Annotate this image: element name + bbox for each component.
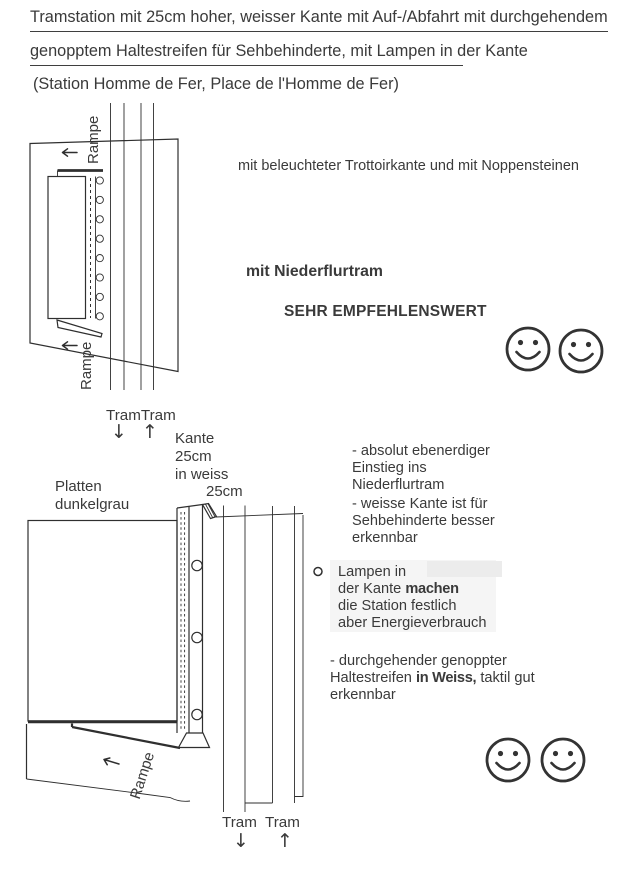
benefit-note-line: Einstieg ins xyxy=(352,460,427,476)
verdict-label: SEHR EMPFEHLENSWERT xyxy=(284,303,487,320)
lamp-note-line: aber Energieverbrauch xyxy=(338,615,487,631)
tactile-note-line: - durchgehender genoppter xyxy=(330,653,507,669)
ramp-label-bottom: Rampe xyxy=(127,750,159,802)
benefit-note-line: erkennbar xyxy=(352,530,418,546)
lamp-note-segment: der Kante xyxy=(338,581,406,597)
note-trottoirkante: mit beleuchteter Trottoirkante und mit Noppensteinen xyxy=(238,158,579,174)
top-diagram-drawing xyxy=(30,103,178,390)
title-line-2: genopptem Haltestreifen für Sehbehinderte, mit Lampen in der Kante xyxy=(30,42,463,66)
tactile-note-segment-alt: in Weiss, xyxy=(415,670,477,686)
lamp-note-line: Lampen in xyxy=(338,564,407,580)
ramp-arrow-bottom-icon xyxy=(104,758,119,765)
benefit-note-line: Sehbehinderte besser xyxy=(352,513,495,529)
ramp-label-top: Rampe xyxy=(85,115,102,164)
benefit-note-line: - weisse Kante ist für xyxy=(352,496,488,512)
ramp-arrow-mid-icon xyxy=(63,342,78,349)
platten-label: Platten xyxy=(55,478,102,495)
tactile-note-segment: taktil gut xyxy=(476,670,535,686)
lamp-note-line xyxy=(338,581,459,598)
ramp-arrow-top-icon xyxy=(63,149,78,156)
note-niederflurtram: mit Niederflurtram xyxy=(246,263,383,280)
platten-color-label: dunkelgrau xyxy=(55,496,130,513)
tram-label-bottom-right: Tram xyxy=(265,814,300,831)
arrow-down-icon: ↓ xyxy=(111,421,127,443)
title-subtitle: (Station Homme de Fer, Place de l'Homme de Fer) xyxy=(33,75,399,93)
title-line-1: Tramstation mit 25cm hoher, weisser Kante mit Auf-/Abfahrt mit durchgehendem xyxy=(30,8,608,32)
lamp-note-line: die Station festlich xyxy=(338,598,457,614)
lamp-legend-circle xyxy=(314,568,322,576)
arrow-up-icon: ↑ xyxy=(142,421,158,443)
arrow-up-icon: ↑ xyxy=(277,830,293,852)
tram-label-bottom-left: Tram xyxy=(222,814,257,831)
kante-height-label: 25cm xyxy=(175,448,212,465)
kante-color-label: in weiss xyxy=(175,466,229,483)
smiley-icon xyxy=(542,739,584,781)
tactile-note-segment: Haltestreifen xyxy=(330,670,416,686)
benefit-note-line: Niederflurtram xyxy=(352,477,445,493)
smiley-icon xyxy=(487,739,529,781)
tactile-note-line: erkennbar xyxy=(330,687,396,703)
smiley-icon xyxy=(560,330,602,372)
dimension-label: 25cm xyxy=(206,483,243,500)
benefit-note-line: - absolut ebenerdiger xyxy=(352,443,490,459)
arrow-down-icon: ↓ xyxy=(233,830,249,852)
tram-label-top: TramTram xyxy=(106,407,176,424)
lamp-note-segment-alt: machen xyxy=(405,581,459,597)
bottom-diagram-drawing xyxy=(27,504,304,813)
ramp-label-mid: Rampe xyxy=(78,341,95,390)
smiley-icon xyxy=(507,328,549,370)
kante-label: Kante xyxy=(175,430,215,447)
tactile-note-line xyxy=(330,670,535,687)
